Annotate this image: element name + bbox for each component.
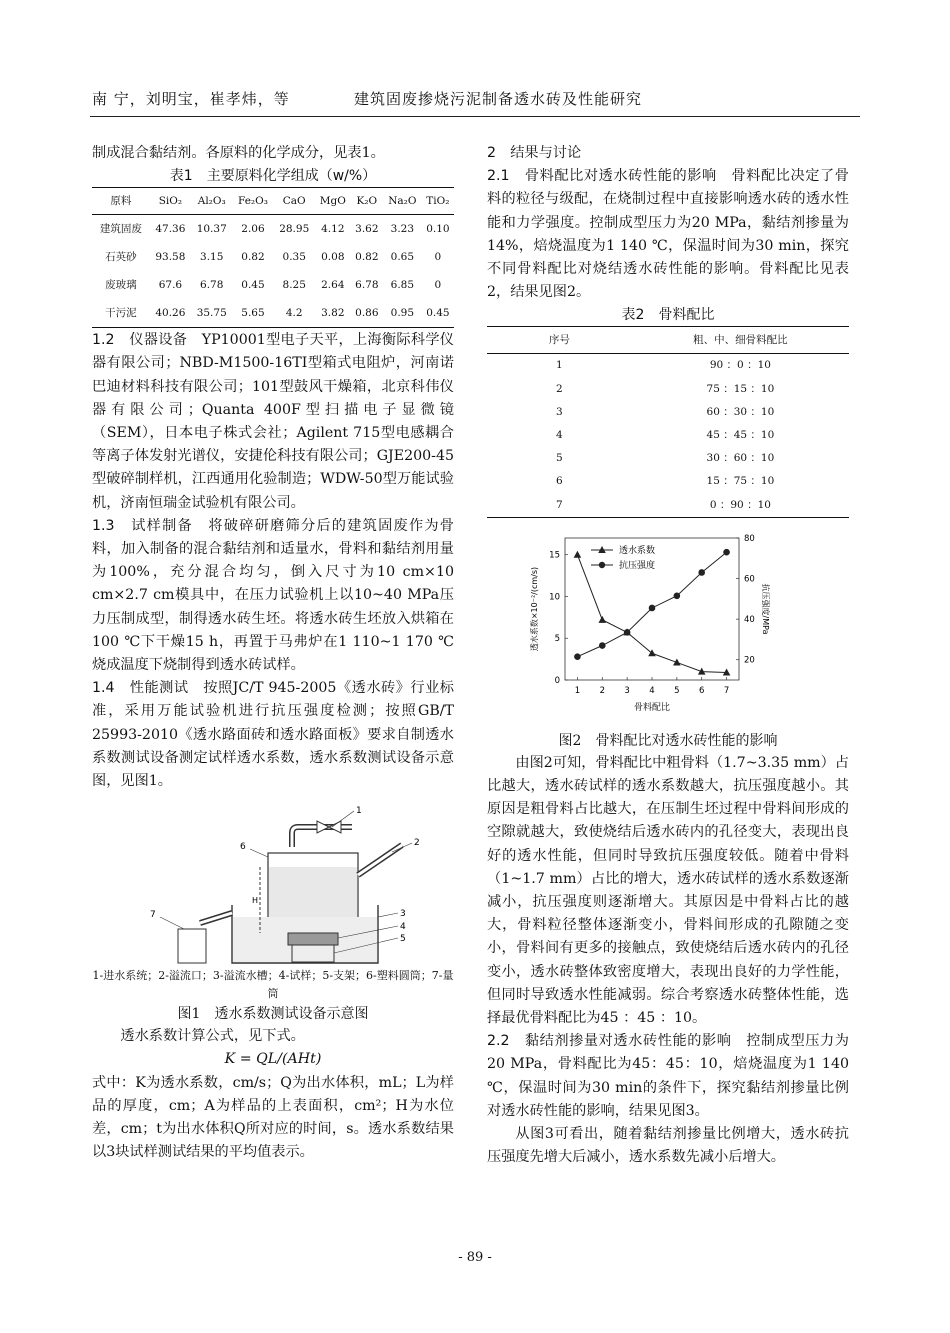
table1-cell: 6.85	[390, 278, 415, 291]
series2-point	[698, 569, 705, 576]
table1-cell: 28.95	[279, 222, 310, 235]
table1-cell: 0.10	[426, 222, 450, 235]
running-header-authors: 南 宁，刘明宝，崔孝炜，等	[92, 90, 290, 108]
table1-cell: 67.6	[158, 278, 183, 291]
y2-tick-label: 20	[744, 655, 755, 666]
table1-header-cell: 原料	[110, 194, 132, 207]
label-6: 6	[240, 842, 246, 853]
table2-row	[487, 424, 849, 447]
table1-cell: 3.62	[355, 222, 379, 235]
table1-cell: 0.86	[355, 306, 379, 319]
series2-point	[599, 642, 606, 649]
table1-cell: 35.75	[196, 306, 227, 319]
y2-tick-label: 40	[744, 614, 755, 625]
table1-cell: 4.2	[285, 306, 303, 319]
label-1: 1	[356, 806, 362, 817]
table1-cell: 0	[434, 250, 442, 263]
table2-row	[487, 447, 849, 470]
y2-tick-label: 80	[744, 533, 755, 544]
table1-cell: 石英砂	[105, 250, 137, 263]
figure1-caption: 图1 透水系数测试设备示意图	[177, 1006, 369, 1023]
table1-cell: 0.35	[282, 250, 306, 263]
table2-cell: 3	[556, 405, 563, 418]
label-2: 2	[414, 838, 420, 849]
table1-cell: 8.25	[282, 278, 306, 291]
x-tick-label: 6	[699, 685, 705, 696]
table2-header-cell: 序号	[548, 333, 570, 346]
table1-row	[92, 271, 454, 299]
section-1-3-heading: 1.3 试样制备	[92, 517, 193, 534]
label-4: 4	[400, 922, 406, 933]
x-tick-label: 1	[574, 685, 581, 696]
label-3: 3	[400, 909, 406, 920]
section-1-3-text: 将破碎研磨筛分后的建筑固废作为骨料，加入制备的混合黏结剂和适量水，骨料和黏结剂用量为100%，充分混合均匀，倒入尺寸为10 cm×10 cm×2.7 cm模具中，在压力试验机上以10~40 MPa压力压制成型，制得透水砖生坯。将透水砖生坯放入烘箱在100 ℃下干燥15 h，再置于马弗炉在1 110~1 170 ℃烧成温度下烧制得到透水砖试样。	[92, 517, 454, 674]
header-rule	[90, 116, 860, 117]
table2-header-cell: 粗、中、细骨料配比	[693, 333, 788, 346]
table2-cell: 15 ：75 ：10	[706, 475, 775, 488]
table1-cell: 干污泥	[105, 306, 137, 319]
table2-row	[487, 494, 849, 518]
formula: K = QL/(AHt)	[224, 1051, 322, 1068]
x-tick-label: 7	[723, 685, 730, 696]
label-h: H	[252, 896, 259, 906]
section-2-heading: 2 结果与讨论	[487, 145, 582, 161]
y-tick-label: 15	[549, 550, 560, 561]
figure2-chart	[487, 530, 849, 730]
left-column	[92, 142, 454, 1164]
intro-paragraph: 制成混合黏结剂。各原料的化学成分，见表1。	[92, 145, 385, 161]
table1-row	[92, 215, 454, 244]
section-1-2-heading: 1.2 仪器设备	[92, 332, 188, 349]
table1-cell: 3.15	[200, 250, 224, 263]
table2-caption: 表2 骨料配比	[621, 307, 715, 324]
table1-cell: 0	[434, 278, 442, 291]
legend-label: 透水系数	[619, 545, 656, 556]
table1-cell: 0.45	[426, 306, 450, 319]
table1-cell: 6.78	[200, 278, 224, 291]
section-1-4-text: 按照JC/T 945-2005《透水砖》行业标准，采用万能试验机进行抗压强度检测；按照GB/T 25993-2010《透水路面砖和透水路面板》要求自制透水系数测试设备测定试样透水系数，透水系数测试设备示意图，见图1。	[92, 680, 454, 790]
table1-cell: 2.06	[241, 222, 265, 235]
x-axis-label: 骨料配比	[633, 702, 671, 713]
label-5: 5	[400, 934, 406, 945]
right-column	[487, 142, 849, 1170]
series1-point	[648, 649, 656, 656]
section-2-1-heading: 2.1 骨料配比对透水砖性能的影响	[487, 168, 717, 185]
formula-variables: 式中：K为透水系数，cm/s；Q为出水体积，mL；L为样品的厚度，cm；A为样品的上表面积，cm²；H为水位差，cm；t为出水体积Q所对应的时间，s。透水系数结果以3块试样测试结果的平均值表示。	[92, 1074, 454, 1161]
table1-cell: 0.45	[241, 278, 265, 291]
table1-header-cell: TiO₂	[426, 194, 450, 207]
figure2-caption: 图2 骨料配比对透水砖性能的影响	[558, 732, 778, 749]
table2-row	[487, 470, 849, 493]
table1-cell: 3.23	[390, 222, 415, 235]
table1-header-cell: K₂O	[356, 194, 378, 207]
figure1-legend: 1-进水系统；2-溢流口；3-溢流水槽；4-试样；5-支架；6-塑料圆筒；7-量筒	[92, 969, 454, 1001]
series1-point	[598, 616, 606, 623]
y-tick-label: 0	[554, 675, 560, 686]
series2-point	[624, 629, 631, 636]
table2-cell: 7	[556, 498, 563, 511]
section-2-2-heading: 2.2 黏结剂掺量对透水砖性能的影响	[487, 1033, 732, 1050]
table1	[92, 187, 454, 328]
table1-header-cell: Al₂O₃	[197, 194, 226, 207]
y-tick-label: 5	[554, 634, 560, 645]
x-tick-label: 5	[674, 685, 680, 696]
table1-cell: 废玻璃	[105, 278, 137, 291]
legend-marker-circle	[599, 562, 605, 568]
table1-header-cell: CaO	[282, 194, 306, 207]
figure3-discussion: 从图3可看出，随着黏结剂掺量比例增大，透水砖抗压强度先增大后减小，透水系数先减小后增大。	[487, 1126, 849, 1166]
y-tick-label: 10	[549, 592, 560, 603]
table1-cell: 6.78	[355, 278, 379, 291]
series2-point	[723, 549, 730, 556]
table1-cell: 0.82	[241, 250, 265, 263]
table1-header-cell: SiO₂	[158, 194, 183, 207]
table1-cell: 0.08	[321, 250, 345, 263]
series2-point	[674, 592, 681, 599]
table2-cell: 90 ：0 ：10	[709, 359, 771, 372]
table1-cell: 建筑固废	[99, 222, 142, 235]
table2-cell: 4	[556, 429, 563, 442]
running-header-title: 建筑固废掺烧污泥制备透水砖及性能研究	[354, 90, 643, 108]
valve-icon	[317, 821, 329, 833]
measuring-cylinder	[178, 929, 206, 963]
table2-cell: 75 ：15 ：10	[706, 382, 775, 395]
figure1-apparatus-diagram	[92, 805, 454, 965]
x-tick-label: 4	[649, 685, 655, 696]
section-2-2-text: 控制成型压力为20 MPa，骨料配比为45：45：10，焙烧温度为1 140 ℃，保温时间为30 min的条件下，探究黏结剂掺量比例对透水砖性能的影响，结果见图3。	[487, 1033, 849, 1119]
section-2-1-text: 骨料配比决定了骨料的粒径与级配，在烧制过程中直接影响透水砖的透水性能和力学强度。控制成型压力为20 MPa，黏结剂掺量为14%，焙烧温度为1 140 ℃，保温时间为30 min，探究不同骨料配比对烧结透水砖性能的影响。骨料配比见表2，结果见图2。	[487, 168, 849, 301]
table2-cell: 45 ：45 ：10	[706, 429, 775, 442]
table1-row	[92, 243, 454, 271]
table2-cell: 0 ：90 ：10	[709, 498, 771, 511]
series2-point	[649, 605, 656, 612]
table1-cell: 93.58	[155, 250, 186, 263]
formula-intro: 透水系数计算公式，见下式。	[120, 1028, 305, 1045]
table1-cell: 2.64	[321, 278, 345, 291]
table2-row	[487, 354, 849, 378]
section-1-4-heading: 1.4 性能测试	[92, 680, 189, 697]
table1-cell: 10.37	[196, 222, 227, 235]
table1-cell: 0.95	[390, 306, 415, 319]
sample-block	[288, 933, 338, 945]
table2-cell: 30 ：60 ：10	[706, 452, 775, 465]
table1-cell: 0.82	[355, 250, 379, 263]
table2-cell: 60 ：30 ：10	[706, 405, 775, 418]
series1-point	[574, 551, 582, 558]
table1-cell: 47.36	[155, 222, 186, 235]
table1-cell: 40.26	[155, 306, 186, 319]
table2-cell: 6	[556, 475, 563, 488]
table1-header-cell: Na₂O	[388, 194, 417, 207]
table2-row	[487, 378, 849, 401]
page-number: - 89 -	[458, 1250, 492, 1265]
table1-cell: 3.82	[321, 306, 345, 319]
table2-cell: 5	[556, 452, 563, 465]
series2-point	[574, 653, 581, 660]
table1-row	[92, 299, 454, 328]
legend-label: 抗压强度	[619, 560, 656, 571]
table1-cell: 5.65	[241, 306, 265, 319]
x-tick-label: 2	[599, 685, 605, 696]
label-7: 7	[150, 910, 156, 921]
section-1-2-text: YP10001型电子天平，上海衡际科学仪器有限公司；NBD-M1500-16TI型箱式电阻炉，河南诺巴迪材料科技有限公司；101型鼓风干燥箱，北京科伟仪器有限公司；Quanta 400F型扫描电子显微镜（SEM），日本电子株式会社；Agilent 715型电感耦合等离子体发射光谱仪，安捷伦科技有限公司；GJE200-45型破碎制样机，江西通用化验制造；WDW-50型万能试验机，济南恒瑞金试验机有限公司。	[92, 332, 454, 511]
x-tick-label: 3	[624, 685, 630, 696]
y2-axis-label: 抗压强度/MPa	[761, 583, 770, 635]
y2-tick-label: 60	[744, 574, 755, 585]
table2-row	[487, 401, 849, 424]
figure2-discussion: 由图2可知，骨料配比中粗骨料（1.7~3.35 mm）占比越大，透水砖试样的透水系数越大，抗压强度越小。其原因是粗骨料占比越大，在压制生坯过程中骨料间形成的空隙就越大，致使烧结后透水砖内的孔径变大，表现出良好的透水性能，但同时导致抗压强度较低。随着中骨料（1~1.7 mm）占比的增大，透水砖试样的透水系数逐渐减小，抗压强度则逐渐增大。其原因是中骨料占比的越大，骨料粒径整体逐渐变小，骨料间形成的孔隙随之变小，骨料间有更多的接触点，致使烧结后透水砖内的孔径变小，透水砖整体致密度增大，表现出良好的力学性能，但同时导致透水性能减弱。综合考察透水砖整体性能，选择最优骨料配比为45 ：45 ：10。	[487, 754, 849, 1027]
table2-cell: 1	[556, 359, 563, 372]
y-axis-label: 透水系数×10⁻²/(cm/s)	[530, 566, 539, 651]
table1-cell: 4.12	[321, 222, 345, 235]
table2-cell: 2	[556, 382, 563, 395]
table1-caption: 表1 主要原料化学组成（w/%）	[169, 168, 377, 185]
table1-header-cell: Fe₂O₃	[238, 194, 268, 207]
table1-header-cell: MgO	[319, 194, 346, 207]
table2	[487, 326, 849, 517]
table1-cell: 0.65	[390, 250, 415, 263]
